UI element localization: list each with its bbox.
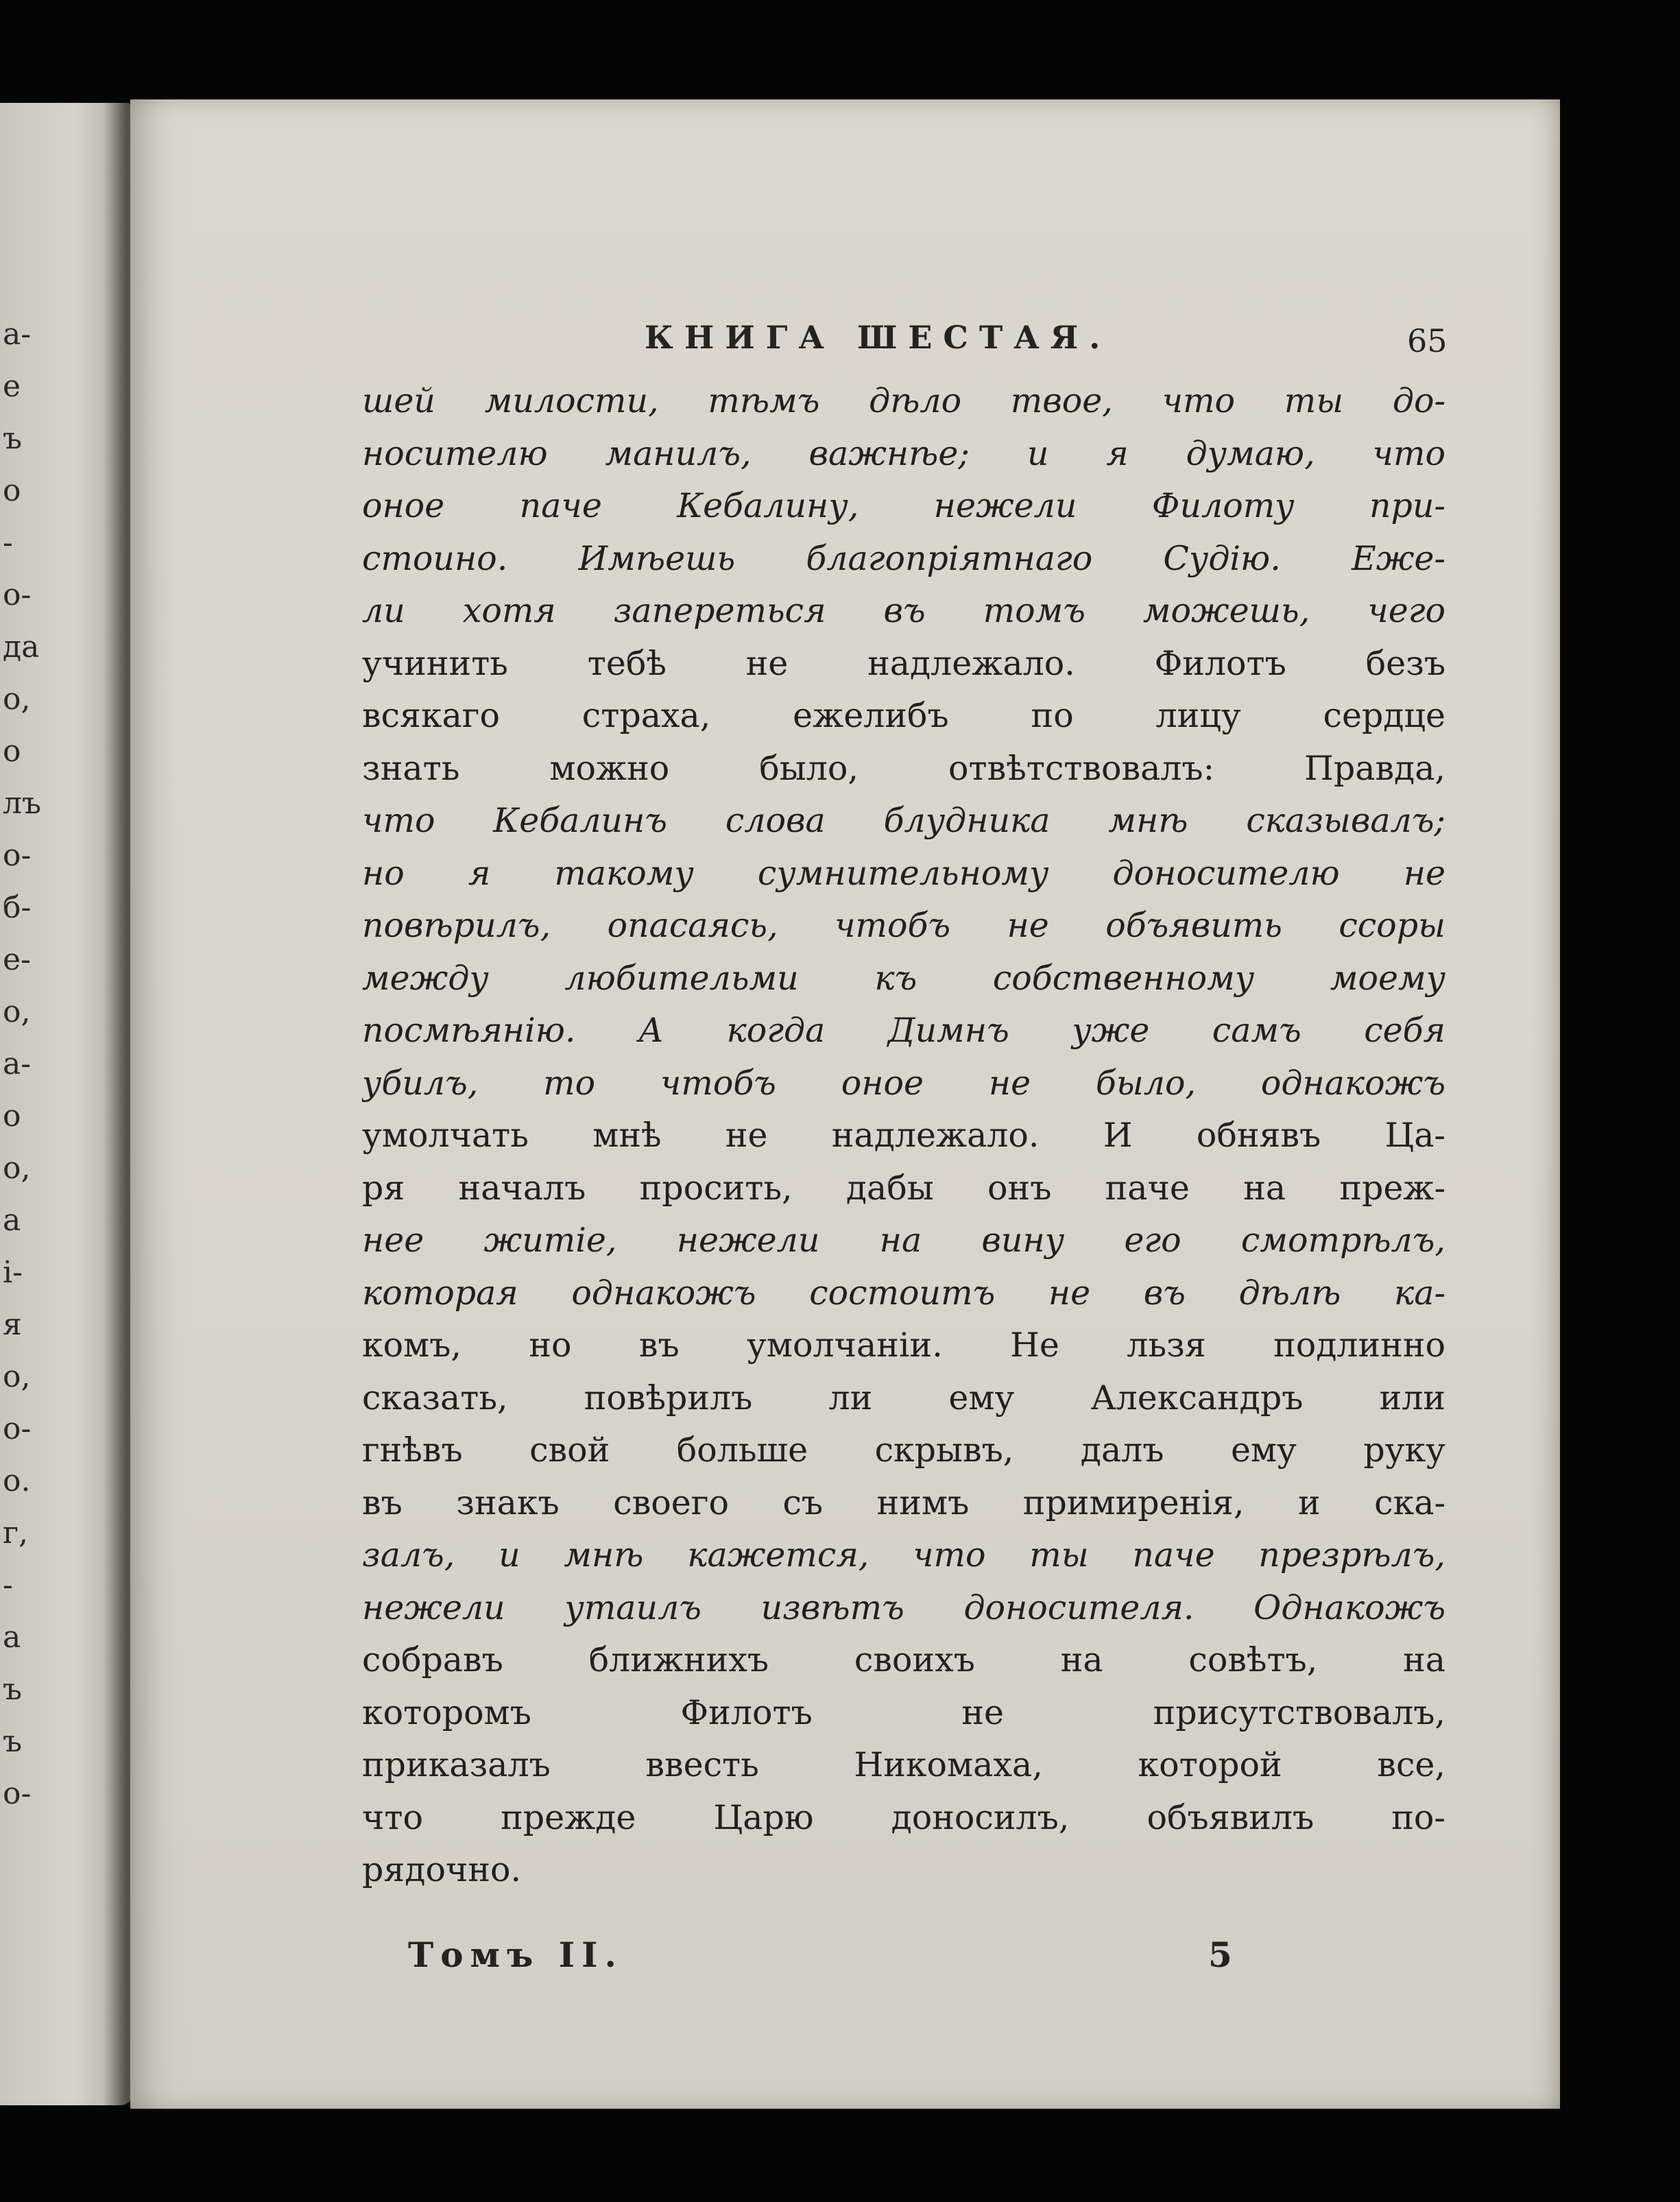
previous-page-fragment: о- [3,1776,32,1811]
previous-page-fragment: ъ [3,421,22,456]
text-line: залъ, и мнѣ кажется, что ты паче презрѣлъ, [362,1535,1445,1575]
volume-label: Томъ II. [408,1935,623,1975]
text-line: гнѣвъ свой больше скрывъ, далъ ему руку [362,1431,1445,1470]
text-line: собравъ ближнихъ своихъ на совѣтъ, на [362,1640,1445,1679]
text-line: что Кебалинъ слова блудника мнѣ сказывалъ; [362,801,1445,840]
text-line: всякаго страха, ежелибъ по лицу сердце [362,696,1445,735]
text-line: стоино. Имѣешь благопріятнаго Судію. Еже- [362,538,1445,578]
previous-page-fragment: да [3,630,40,665]
previous-page-fragment: лъ [3,786,41,821]
previous-page-fragment: о [3,734,21,769]
previous-page-fragment: о- [3,577,32,612]
text-line: ли хотя запереться въ томъ можешь, чего [362,591,1445,630]
previous-page-fragment: о. [3,1463,31,1498]
previous-page-fragment: о- [3,1411,32,1446]
previous-page-fragment: о, [3,682,31,717]
previous-page-fragment: г, [3,1516,29,1551]
text-line: нежели утаилъ извѣтъ доносителя. Однакожъ [362,1588,1445,1627]
book-page [130,99,1560,2109]
text-line: убилъ, то чтобъ оное не было, однакожъ [362,1063,1445,1103]
text-line: шей милости, тѣмъ дѣло твое, что ты до- [362,381,1445,420]
running-head: КНИГА ШЕСТАЯ. [645,319,1112,356]
previous-page-fragment: о, [3,994,31,1029]
body-text [362,375,1445,1897]
page-number: 65 [1407,322,1448,359]
text-line: приказалъ ввесть Никомаха, которой все, [362,1745,1445,1784]
text-line: носителю манилъ, важнѣе; и я думаю, что [362,433,1445,473]
previous-page-fragment: о, [3,1151,31,1186]
text-line: учинить тебѣ не надлежало. Филотъ безъ [362,643,1445,683]
text-line: въ знакъ своего съ нимъ примиренія, и ска- [362,1483,1445,1522]
text-line: посмѣянію. А когда Димнъ уже самъ себя [362,1011,1445,1050]
text-line: что прежде Царю доносилъ, объявилъ по- [362,1797,1445,1837]
text-line: повѣрилъ, опасаясь, чтобъ не объявить ссоры [362,906,1445,945]
text-line: сказать, повѣрилъ ли ему Александръ или [362,1378,1445,1417]
previous-page-fragment: я [3,1307,22,1342]
text-line: нее житіе, нежели на вину его смотрѣлъ, [362,1221,1445,1260]
previous-page-fragment: і- [3,1255,23,1290]
previous-page-fragment: - [3,1568,13,1603]
previous-page-fragment: а [3,1203,21,1238]
previous-page-fragment: о, [3,1359,31,1394]
previous-page-fragment: - [3,525,13,560]
text-line: умолчать мнѣ не надлежало. И обнявъ Ца- [362,1116,1445,1155]
previous-page-fragment: ъ [3,1724,22,1759]
text-line: комъ, но въ умолчаніи. Не льзя подлинно [362,1326,1445,1365]
previous-page-fragment: е- [3,942,31,977]
previous-page-fragment: а- [3,1046,32,1081]
previous-page-fragment: о [3,473,21,508]
previous-page-fragment: е [3,369,21,404]
text-line: которая однакожъ состоитъ не въ дѣлѣ ка- [362,1273,1445,1313]
previous-page-fragment: б- [3,890,32,925]
previous-page-fragment: а- [3,317,32,352]
signature-mark: 5 [1208,1935,1232,1975]
text-line: знать можно было, отвѣтствовалъ: Правда, [362,748,1445,788]
text-line: между любительми къ собственному моему [362,958,1445,998]
text-line: рядочно. [362,1850,522,1889]
previous-page-fragment: о [3,1099,21,1134]
text-line: но я такому сумнительному доносителю не [362,853,1445,893]
previous-page-fragment: ъ [3,1672,22,1707]
text-line: ря началъ просить, дабы онъ паче на преж- [362,1168,1445,1208]
previous-page-fragment: а [3,1620,21,1655]
text-line: оное паче Кебалину, нежели Филоту при- [362,486,1445,525]
previous-page-fragment: о- [3,838,32,873]
text-line: которомъ Филотъ не присутствовалъ, [362,1692,1445,1732]
